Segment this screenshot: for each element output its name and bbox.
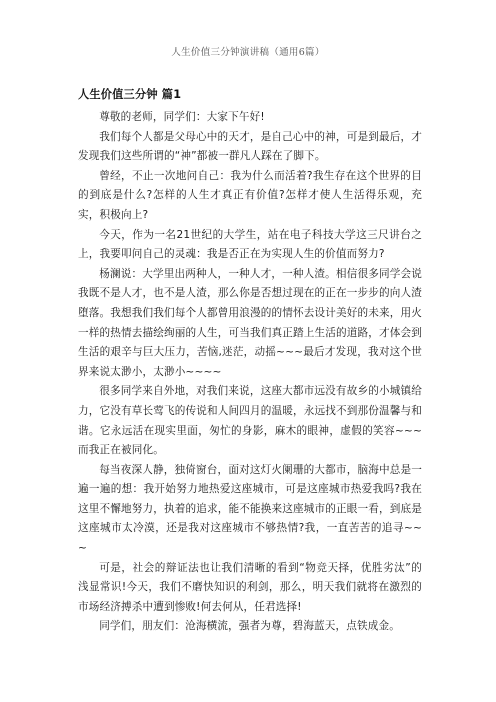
document-header-title: 人生价值三分钟演讲稿（通用6篇） — [171, 47, 325, 58]
paragraph: 可是，社会的辩证法也让我们清晰的看到“物竞天择，优胜劣汰”的浅显常识!今天，我们不磨快知识的利剑，那么，明天我们就将在激烈的市场经济搏杀中遭到惨败!何去何从，任君选择! — [78, 561, 422, 613]
paragraph-greeting: 尊敬的老师，同学们：大家下午好! — [99, 111, 265, 123]
paragraph: 今天，作为一名21世纪的大学生，站在电子科技大学这三尺讲台之上，我要叩问自己的灵魂：我是否正在为实现人生的价值而努力? — [78, 228, 422, 261]
paragraph: 很多同学来自外地，对我们来说，这座大都市远没有故乡的小城镇给力，它没有草长莺飞的传说和人间四月的温暖，永远找不到那份温馨与和谐。它永远活在现实里面，匆忙的身影，麻木的眼神，虚假的笑容~~~而我正在被同化。 — [78, 385, 422, 457]
section-title: 人生价值三分钟 篇1 — [78, 88, 182, 101]
paragraph: 曾经，不止一次地问自己：我为什么而活着?我生存在这个世界的目的到底是什么?怎样的人生才真正有价值?怎样才使人生活得乐观，充实，积极向上? — [78, 169, 422, 221]
document-body — [78, 86, 422, 637]
paragraph: 杨澜说：大学里出两种人，一种人才，一种人渣。相信很多同学会说我既不是人才，也不是人渣，那么你是否想过现在的正在一步步的向人渣堕落。我想我们我们每个人都曾用浪漫的的情怀去设计美好的未来，用火一样的热情去描绘绚丽的人生，可当我们真正踏上生活的道路，才体会到生活的艰辛与巨大压力，苦恼,迷茫，动摇~~~最后才发现，我对这个世界来说太渺小，太渺小~~~~ — [78, 267, 422, 378]
paragraph: 每当夜深人静，独倚窗台，面对这灯火阑珊的大都市，脑海中总是一遍一遍的想：我开始努力地热爱这座城市，可是这座城市热爱我吗?我在这里不懈地努力，执着的追求，能不能换来这座城市的正眼一看，到底是这座城市太冷漠，还是我对这座城市不够热情?我，一直苦苦的追寻~~~ — [78, 463, 422, 555]
paragraph: 我们每个人都是父母心中的天才，是自己心中的神，可是到最后，才发现我们这些所谓的“神”都被一群凡人踩在了脚下。 — [78, 130, 422, 163]
paragraph-closing: 同学们，朋友们：沧海横流，强者为尊，碧海蓝天，点铁成金。 — [99, 620, 401, 633]
